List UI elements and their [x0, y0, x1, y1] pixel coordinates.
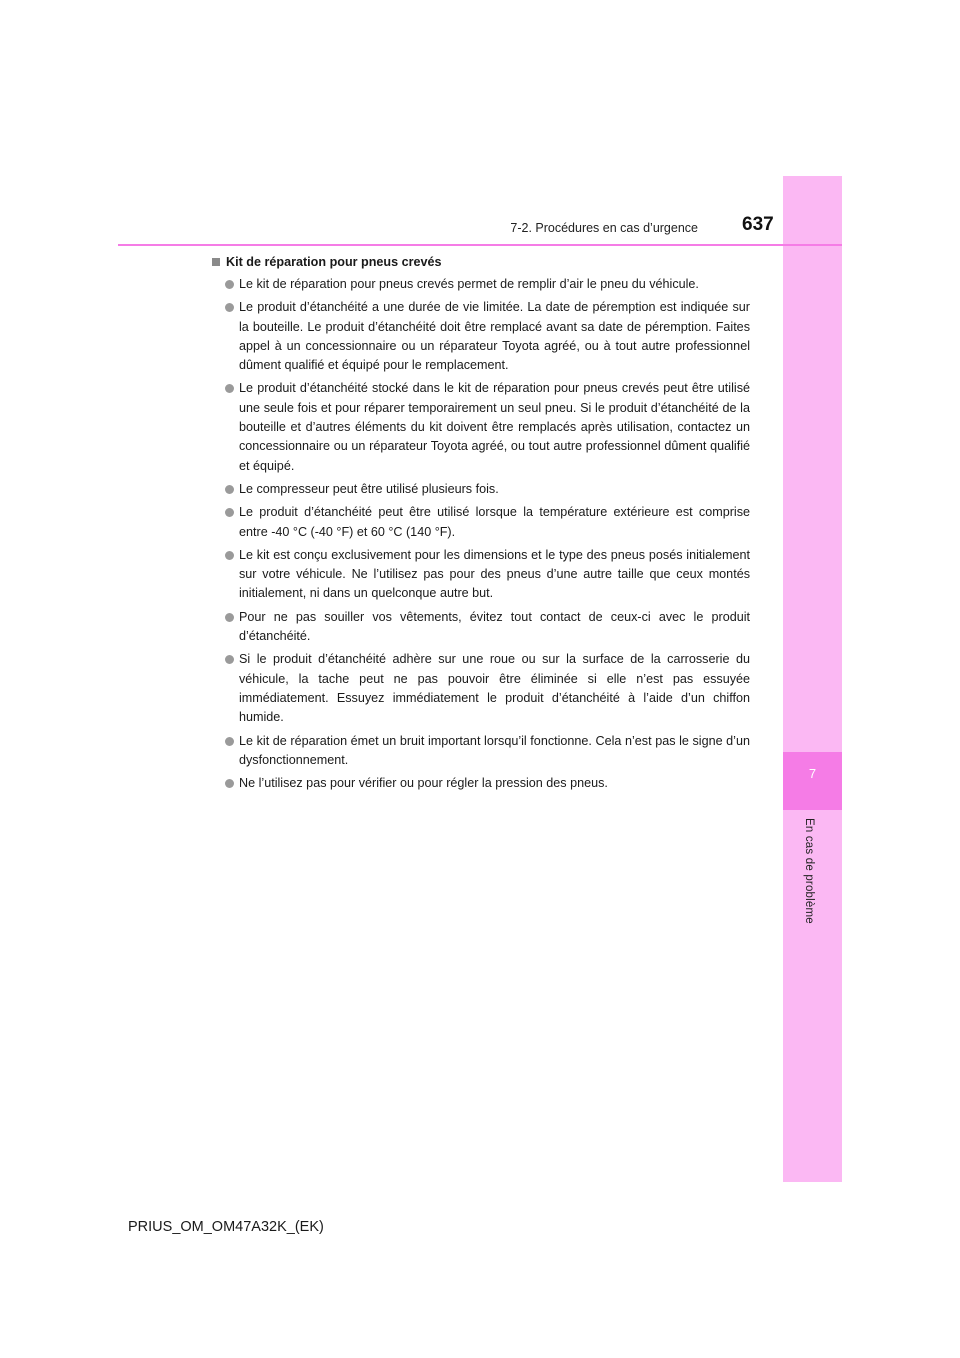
list-item: [212, 546, 750, 604]
list-item-text: Le kit est conçu exclusivement pour les dimensions et le type des pneus posés initialement sur votre véhicule. Ne l’utilisez pas pour des pneus d’une autre taille que ceux montés initialement, ni dans un quelconque autre but.: [239, 547, 750, 601]
list-item: [212, 298, 750, 375]
square-bullet-icon: [212, 258, 220, 266]
bullet-dot-icon: [225, 737, 234, 746]
bullet-dot-icon: [225, 303, 234, 312]
section-heading-text: Kit de réparation pour pneus crevés: [226, 255, 442, 269]
bullet-dot-icon: [225, 551, 234, 560]
header-divider: [118, 244, 842, 246]
list-item-text: Le kit de réparation pour pneus crevés permet de remplir d’air le pneu du véhicule.: [239, 277, 699, 291]
list-item-text: Le compresseur peut être utilisé plusieurs fois.: [239, 481, 499, 496]
bullet-dot-icon: [225, 384, 234, 393]
list-item: [212, 732, 750, 771]
list-item-text: Le kit de réparation émet un bruit important lorsqu’il fonctionne. Cela n’est pas le signe d’un dysfonctionnement.: [239, 733, 750, 767]
list-item: [212, 774, 750, 793]
section-heading: [212, 253, 750, 272]
bullet-dot-icon: [225, 779, 234, 788]
document-code: PRIUS_OM_OM47A32K_(EK): [128, 1219, 324, 1235]
list-item: [212, 608, 750, 647]
bullet-dot-icon: [225, 280, 234, 289]
chapter-number-marker: [783, 752, 842, 810]
list-item-text: Le produit d’étanchéité stocké dans le kit de réparation pour pneus crevés peut être utilisé une seule fois et pour réparer temporairement un seul pneu. Si le produit d’étanchéité de la bouteille et d’autres éléments du kit doivent être remplacés après utilisation, contactez un concessionnaire ou un réparateur Toyota agréé, ou tout autre professionnel dûment qualifié et équipé.: [239, 381, 750, 473]
chapter-title: En cas de problème: [803, 818, 815, 924]
list-item-text: Pour ne pas souiller vos vêtements, évitez tout contact de ceux-ci avec le produit d’étanchéité.: [239, 609, 750, 644]
list-item-text: Si le produit d’étanchéité adhère sur une roue ou sur la surface de la carrosserie du véhicule, la tache peut ne pas pouvoir être éliminée si elle n’est pas essuyée immédiatement. Essuyez immédiatement le produit d’étanchéité à l’aide d’un chiffon humide.: [239, 652, 750, 725]
chapter-number: 7: [808, 766, 817, 781]
chapter-side-tab: [783, 176, 842, 1182]
list-item: [212, 275, 750, 294]
bullet-list: [212, 275, 750, 793]
bullet-dot-icon: [225, 485, 234, 494]
bullet-dot-icon: [225, 508, 234, 517]
section-title: 7-2. Procédures en cas d’urgence: [510, 221, 698, 235]
list-item: [212, 650, 750, 727]
list-item-text: Ne l’utilisez pas pour vérifier ou pour régler la pression des pneus.: [239, 776, 608, 791]
list-item: [212, 480, 750, 499]
bullet-dot-icon: [225, 655, 234, 664]
bullet-dot-icon: [225, 613, 234, 622]
list-item: [212, 503, 750, 542]
list-item-text: Le produit d’étanchéité peut être utilisé lorsque la température extérieure est comprise entre -40 °C (-40 °F) et 60 °C (140 °F).: [239, 505, 750, 539]
main-content: [212, 253, 750, 797]
list-item: [212, 379, 750, 475]
page-number: 637: [742, 214, 774, 235]
list-item-text: Le produit d’étanchéité a une durée de vie limitée. La date de péremption est indiquée sur la bouteille. Le produit d’étanchéité doit être remplacé avant sa date de péremption. Faites appel à un concessionnaire ou un réparateur Toyota agréé, ou à tout autre professionnel dûment qualifié et équipé pour le remplacement.: [239, 300, 750, 373]
